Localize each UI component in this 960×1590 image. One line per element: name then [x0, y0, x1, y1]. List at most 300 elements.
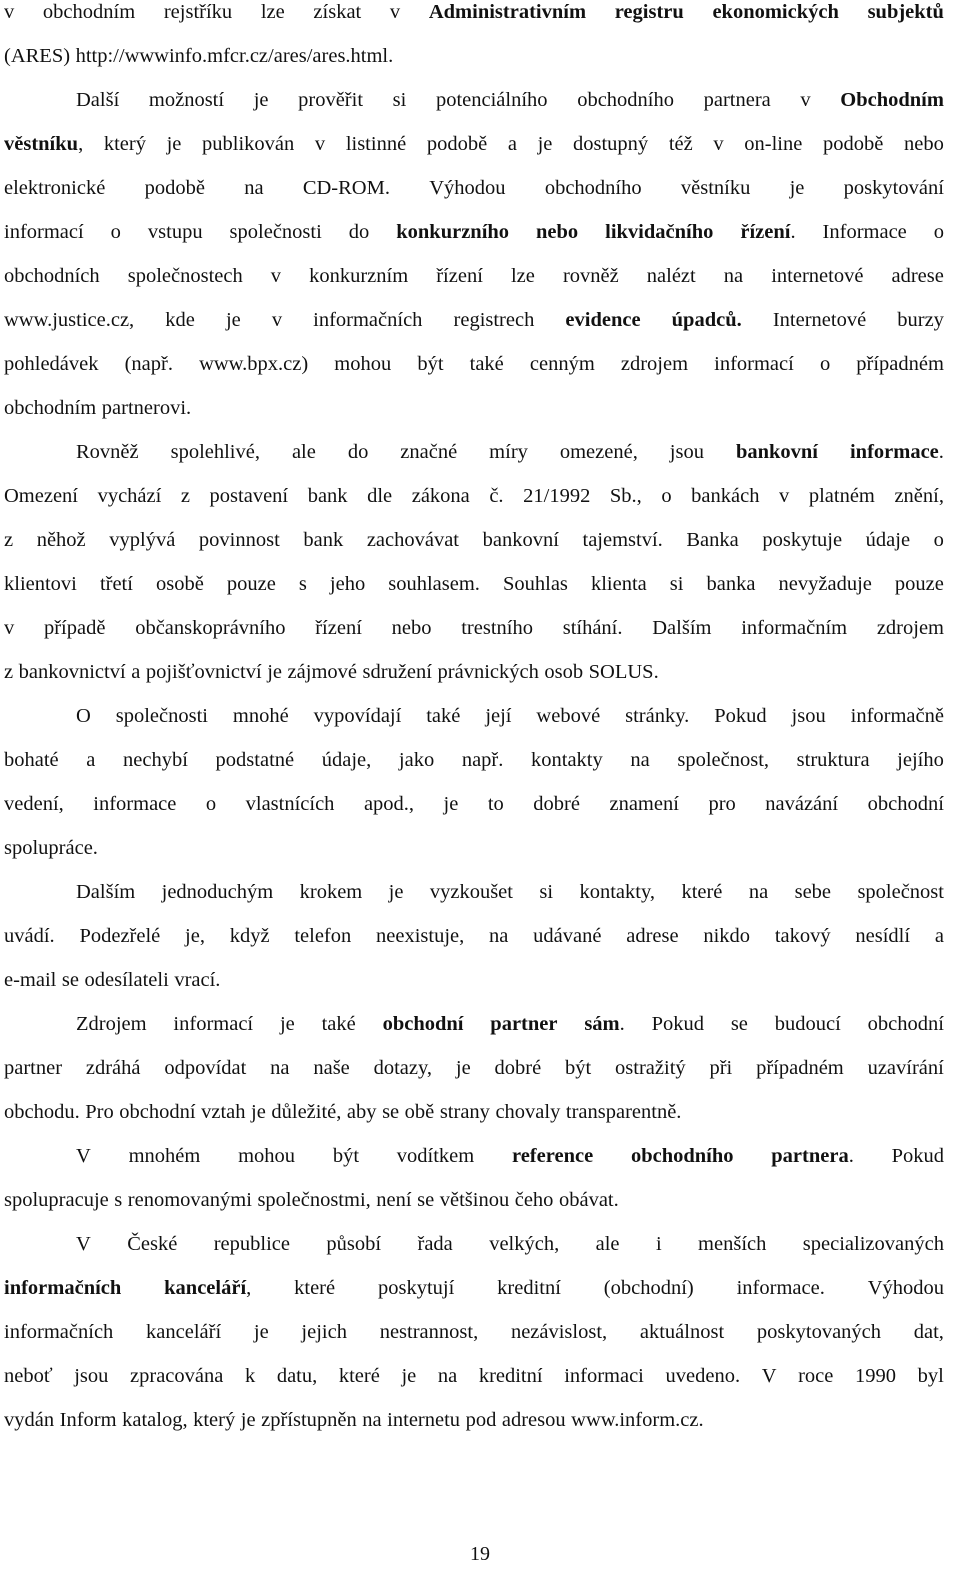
text-line [4, 572, 944, 616]
word: informací [4, 221, 84, 243]
word: vychází [97, 485, 162, 507]
word: údaje, [321, 749, 372, 771]
word: publikován [202, 133, 295, 155]
word: . [619, 1013, 625, 1035]
text-line [4, 616, 944, 660]
word: nezávislost, [510, 1321, 608, 1343]
word: vlastnících [245, 793, 335, 815]
word: Omezení [4, 485, 78, 507]
paragraph [4, 1232, 944, 1452]
word: struktura [796, 749, 870, 771]
word: rovněž [562, 265, 619, 287]
word: pojišťovnictví [145, 661, 262, 683]
word: znění, [894, 485, 944, 507]
word: též [668, 133, 693, 155]
word: pod [465, 1409, 497, 1431]
word: v [389, 1, 401, 23]
bold-word: partnera [771, 1145, 849, 1167]
word: i [655, 1233, 662, 1255]
word: dle [367, 485, 393, 507]
text-line [4, 748, 944, 792]
word: zpřístupněn [261, 1409, 357, 1431]
word [4, 132, 83, 176]
text-line [4, 528, 944, 572]
word: z [180, 485, 190, 507]
word: bohaté [4, 749, 59, 771]
word: je [443, 793, 459, 815]
word: byl [917, 1365, 944, 1387]
word: O [76, 705, 91, 727]
word: podobě [144, 177, 205, 199]
word: neexistuje, [376, 925, 465, 947]
word: společnosti [229, 221, 322, 243]
word: které [338, 1365, 380, 1387]
word: e-mail [4, 969, 57, 991]
word: Podezřelé [79, 925, 161, 947]
word: bankovnictví [18, 661, 126, 683]
word: partner [4, 1057, 63, 1079]
word: případném [856, 353, 944, 375]
word: jako [398, 749, 435, 771]
word: internetu [387, 1409, 461, 1431]
word: lze [260, 1, 285, 23]
word: je [789, 177, 805, 199]
word: kreditní [497, 1277, 561, 1299]
bold-word: konkurzního [396, 221, 510, 243]
word: spolehlivé, [170, 441, 260, 463]
text-line [4, 1232, 944, 1276]
word: kreditní [478, 1365, 543, 1387]
word: Sb., [609, 485, 642, 507]
word: bank [307, 485, 348, 507]
word: Pokud [714, 705, 767, 727]
text-line [4, 924, 944, 968]
word: www.justice.cz, [4, 309, 135, 331]
word [584, 1012, 624, 1056]
word: Dalším [76, 881, 136, 903]
word: vyplývá [109, 529, 176, 551]
text-line [4, 968, 944, 1012]
bold-word: reference [511, 1145, 594, 1167]
word: si [539, 881, 554, 903]
word: republice [213, 1233, 290, 1255]
word: a [131, 661, 141, 683]
word: ale [291, 441, 316, 463]
word: zákona [411, 485, 470, 507]
word: pouze [226, 573, 276, 595]
bold-word: ekonomických [712, 1, 839, 23]
text-line [4, 1408, 944, 1452]
word: není [376, 1189, 412, 1211]
word: který [193, 1409, 236, 1431]
word: č. [489, 485, 504, 507]
word: spolupracuje [4, 1189, 109, 1211]
word: je [166, 133, 182, 155]
word: se [730, 1013, 748, 1035]
word: být [332, 1145, 360, 1167]
word: bankách [691, 485, 760, 507]
word: elektronické [4, 177, 106, 199]
word: obchodní [119, 1101, 196, 1123]
bold-word: informačních [4, 1277, 122, 1299]
word: kontakty, [579, 881, 656, 903]
word: Banka [686, 529, 739, 551]
word: partnerovi. [101, 397, 192, 419]
word: nikdo [703, 925, 751, 947]
word: uzavírání [867, 1057, 944, 1079]
word: informací [173, 1013, 254, 1035]
page-number: 19 [470, 1543, 490, 1565]
word: na [630, 749, 650, 771]
word: CD-ROM. [302, 177, 390, 199]
word: na [723, 265, 744, 287]
word: je [225, 309, 241, 331]
word: o [819, 353, 831, 375]
word: si [392, 89, 407, 111]
word: omezené, [559, 441, 638, 463]
word: spolupráce. [4, 837, 98, 859]
word: Dalším [652, 617, 712, 639]
word: je [253, 89, 269, 111]
word: sebe [794, 881, 832, 903]
word: Rovněž [76, 441, 139, 463]
word: na [362, 1409, 382, 1431]
bold-word: bankovní [735, 441, 819, 463]
text-line [4, 1012, 944, 1056]
word: nebo [903, 133, 944, 155]
word: V [76, 1233, 91, 1255]
word: souhlasem. [388, 573, 480, 595]
word: www.inform.cz. [571, 1409, 704, 1431]
word: V [761, 1365, 777, 1387]
word: menších [698, 1233, 767, 1255]
word: bankovní [482, 529, 559, 551]
bold-word: věstníku [4, 133, 79, 155]
word: vyzkoušet [429, 881, 513, 903]
word: Informace [822, 221, 907, 243]
word: klienta [590, 573, 647, 595]
word: bank [303, 529, 344, 551]
word: (obchodní) [603, 1277, 694, 1299]
bold-word: obchodní [382, 1013, 464, 1035]
word: vodítkem [396, 1145, 475, 1167]
word: (ARES) [4, 45, 71, 67]
paragraph [4, 440, 944, 704]
word: většinou [439, 1189, 510, 1211]
word: poskytuje [762, 529, 843, 551]
word: vztah [201, 1101, 246, 1123]
word: udávané [533, 925, 602, 947]
word: 21/1992 [523, 485, 591, 507]
text-line [4, 88, 944, 132]
word: to [487, 793, 504, 815]
word: jejího [897, 749, 944, 771]
word: důležité, [271, 1101, 342, 1123]
text-line [4, 1276, 944, 1320]
word: je [279, 1013, 295, 1035]
bold-word: informace [849, 441, 939, 463]
word: na [489, 925, 509, 947]
word: adresou [501, 1409, 566, 1431]
word: vedení, [4, 793, 64, 815]
text-line [4, 880, 944, 924]
word: webové [536, 705, 601, 727]
word: obě [404, 1101, 435, 1123]
word: takový [774, 925, 831, 947]
word: neboť [4, 1365, 53, 1387]
bold-word: řízení [740, 221, 791, 243]
word: při [709, 1057, 733, 1079]
word: míry [489, 441, 528, 463]
word: jednoduchým [161, 881, 274, 903]
paragraph [4, 0, 944, 88]
word: je, [185, 925, 205, 947]
word: prověřit [298, 89, 364, 111]
text-line [4, 1364, 944, 1408]
bold-word: úpadců. [671, 309, 742, 331]
word: aktuálnost [639, 1321, 725, 1343]
word: podstatné [215, 749, 295, 771]
word: Zdrojem [76, 1013, 147, 1035]
word: naše [313, 1057, 350, 1079]
word: právnických [437, 661, 539, 683]
word: , [78, 133, 84, 155]
text-line [4, 660, 944, 704]
paragraph [4, 88, 944, 440]
word: něhož [36, 529, 86, 551]
word: v [779, 485, 790, 507]
text-line [4, 220, 944, 264]
word: když [229, 925, 270, 947]
text-line [4, 1320, 944, 1364]
word: Pokud [651, 1013, 704, 1035]
word: trestního [461, 617, 533, 639]
bold-word: kanceláří [164, 1277, 247, 1299]
word: do [347, 441, 369, 463]
word: společnost, [677, 749, 770, 771]
text-line [4, 1100, 944, 1144]
word: renomovanými [127, 1189, 252, 1211]
word: nalézt [646, 265, 696, 287]
text-line [4, 704, 944, 748]
word: nevyžaduje [778, 573, 872, 595]
word: ale [595, 1233, 620, 1255]
word: se [417, 1189, 435, 1211]
text-line [4, 176, 944, 220]
word: zájmové [287, 661, 357, 683]
word: katalog, [122, 1409, 188, 1431]
word: informačních [313, 309, 423, 331]
word: na [748, 881, 769, 903]
word: je [537, 133, 553, 155]
word: také [469, 353, 504, 375]
word: je [267, 661, 283, 683]
word: podobě [426, 133, 488, 155]
word: které [681, 881, 723, 903]
word: k [244, 1365, 256, 1387]
word: je [253, 1321, 269, 1343]
bold-word: likvidačního [605, 221, 714, 243]
word: např. [461, 749, 504, 771]
text-line [4, 1144, 944, 1188]
word: (např. [124, 353, 173, 375]
word: zpracována [130, 1365, 224, 1387]
word: zdrojem [876, 617, 944, 639]
word: dat, [913, 1321, 944, 1343]
word: v [270, 265, 282, 287]
word: a [86, 749, 96, 771]
bold-word: registru [614, 1, 684, 23]
word: společnost [857, 881, 944, 903]
word: obávat. [558, 1189, 619, 1211]
text-line [4, 264, 944, 308]
word: podobě [822, 133, 884, 155]
word: v [4, 617, 15, 639]
word: o [933, 529, 944, 551]
word: z [4, 661, 14, 683]
word: uvedeno. [665, 1365, 741, 1387]
word: ostražitý [615, 1057, 686, 1079]
word: které [294, 1277, 336, 1299]
word: osob [544, 661, 584, 683]
word: v [4, 1, 15, 23]
word: mnohé [232, 705, 289, 727]
word: internetové [771, 265, 864, 287]
word: sdružení [362, 661, 432, 683]
word: nebo [391, 617, 432, 639]
word: obchodní [867, 1013, 944, 1035]
word: Inform [59, 1409, 117, 1431]
word: na [270, 1057, 290, 1079]
bold-word: subjektů [867, 1, 944, 23]
text-line [4, 308, 944, 352]
word: banka [706, 573, 756, 595]
word: odpovídat [164, 1057, 247, 1079]
word: apod., [363, 793, 415, 815]
text-line [4, 440, 944, 484]
text-line [4, 1188, 944, 1232]
word: v [314, 133, 326, 155]
word: informačním [741, 617, 848, 639]
word: adrese [891, 265, 944, 287]
word: získat [313, 1, 362, 23]
word: informací [714, 353, 794, 375]
paragraph [4, 880, 944, 1012]
word: z [4, 529, 14, 551]
word: informace [93, 793, 177, 815]
word: pouze [894, 573, 944, 595]
word: se [382, 1101, 400, 1123]
text-line [4, 1056, 944, 1100]
word: zdráhá [85, 1057, 141, 1079]
word: nestrannost, [379, 1321, 479, 1343]
word: dotazy, [373, 1057, 433, 1079]
word: partnera [703, 89, 771, 111]
word: stíhání. [562, 617, 623, 639]
word: se [61, 969, 79, 991]
paragraph [4, 1012, 944, 1144]
text-line [4, 0, 944, 44]
word: strany [439, 1101, 490, 1123]
text-line [4, 792, 944, 836]
word: kontakty [531, 749, 603, 771]
word: Internetové [772, 309, 867, 331]
word: obchodního [544, 177, 642, 199]
word: krokem [299, 881, 363, 903]
word: čeho [514, 1189, 554, 1211]
word: burzy [897, 309, 944, 331]
word: znamení [609, 793, 679, 815]
word: zachovávat [366, 529, 460, 551]
word: velkých, [489, 1233, 560, 1255]
word: SOLUS. [588, 661, 659, 683]
word [850, 440, 944, 484]
word: dobré [533, 793, 580, 815]
word: nesídlí [855, 925, 911, 947]
word: povinnost [198, 529, 280, 551]
text-line [4, 836, 944, 880]
word: poskytovaných [756, 1321, 882, 1343]
word: České [127, 1233, 178, 1255]
word: obchodním [4, 397, 97, 419]
word: lze [510, 265, 535, 287]
word: on-line [744, 133, 803, 155]
word: obchodním [42, 1, 136, 23]
word: její [485, 705, 512, 727]
bold-word: sám [584, 1013, 620, 1035]
word: specializovaných [802, 1233, 944, 1255]
word: značné [400, 441, 458, 463]
word: také [321, 1013, 356, 1035]
text-line [4, 132, 944, 176]
word: v [713, 133, 724, 155]
word: telefon [294, 925, 352, 947]
word: společnostech [127, 265, 243, 287]
word: potenciálního [435, 89, 548, 111]
word: který [103, 133, 146, 155]
word: možností [148, 89, 225, 111]
word: , [246, 1277, 252, 1299]
word: listinné [345, 133, 407, 155]
word: adrese [626, 925, 679, 947]
word: V [76, 1145, 91, 1167]
word: Pro [85, 1101, 114, 1123]
text-line [4, 396, 944, 440]
word: vypovídají [313, 705, 402, 727]
word: Pokud [891, 1145, 944, 1167]
word [771, 1144, 854, 1188]
word: s [298, 573, 307, 595]
bold-word: Obchodním [840, 89, 944, 111]
word: případě [43, 617, 106, 639]
word: aby [346, 1101, 377, 1123]
word: Výhodou [429, 177, 506, 199]
word: vstupu [147, 221, 203, 243]
word: platném [808, 485, 875, 507]
word: je [251, 1101, 266, 1123]
word: obchodu. [4, 1101, 80, 1123]
word: jejich [301, 1321, 347, 1343]
word: je [455, 1057, 471, 1079]
word: nechybí [123, 749, 188, 771]
word: roce [798, 1365, 834, 1387]
word: být [565, 1057, 592, 1079]
word: . [790, 221, 796, 243]
word: tajemství. [582, 529, 663, 551]
word: vydán [4, 1409, 55, 1431]
word: . [938, 441, 944, 463]
word: klientovi [4, 573, 77, 595]
